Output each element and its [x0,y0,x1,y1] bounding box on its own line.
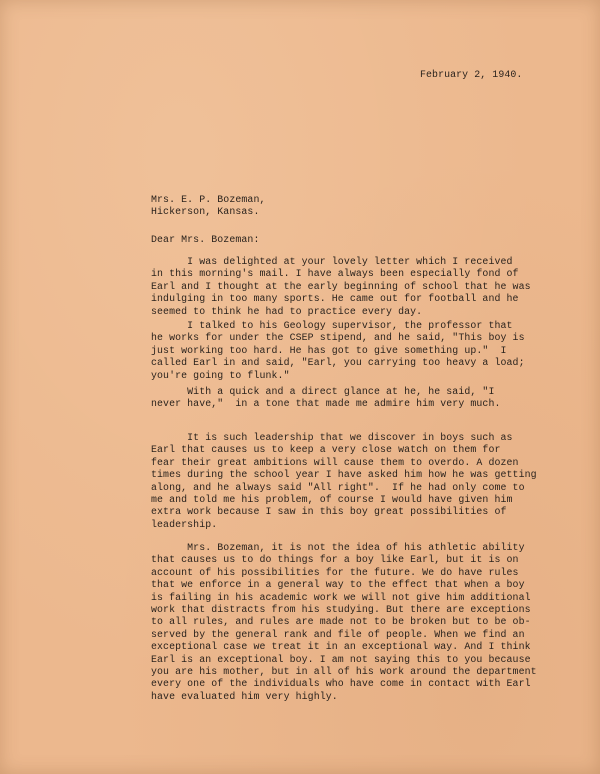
paragraph-line: have evaluated him very highly. [151,690,338,702]
paragraph-line: never have," in a tone that made me admire him very much. [151,398,501,410]
paragraph-line: to all rules, and rules are made not to be broken but to be ob- [151,616,531,628]
paragraph-line: work that distracts from his studying. But there are exceptions [151,603,531,615]
paragraph-line: It is such leadership that we discover in boys such as [151,432,513,443]
paragraph-line: With a quick and a direct glance at he, he said, "I [151,386,495,397]
paragraph-5 [151,542,537,703]
paragraph-line: called Earl in and said, "Earl, you carrying too heavy a load; [151,357,525,369]
paragraph-line: me and told me his problem, of course I would have given him [151,493,513,505]
paragraph-line: seemed to think he had to practice every day. [151,305,423,317]
paragraph-line: is failing in his academic work we will not give him additional [151,591,531,603]
paragraph-line: exceptional case we treat it in an exceptional way. And I think [151,641,531,653]
recipient-location: Hickerson, Kansas. [151,206,260,217]
paragraph-line: Earl that causes us to keep a very close watch on them for [151,444,501,456]
paragraph-line: every one of the individuals who have come in contact with Earl [151,678,531,690]
paragraph-3 [151,386,531,411]
paragraph-line: Earl and I thought at the early beginning of school that he was [151,280,531,292]
recipient-name: Mrs. E. P. Bozeman, [151,194,266,205]
paragraph-line: you're going to flunk." [151,369,290,381]
paragraph-line: extra work because I saw in this boy great possibilities of [151,506,507,518]
paragraph-2 [151,320,531,382]
paragraph-1 [151,256,531,318]
paragraph-line: along, and he always said "All right". If he had only come to [151,481,525,493]
paragraph-line: that we enforce in a general way to the effect that when a boy [151,579,525,591]
paragraph-line: I was delighted at your lovely letter which I received [151,256,513,267]
paragraph-line: times during the school year I have asked him how he was getting [151,469,537,481]
paragraph-line: he works for under the CSEP stipend, and he said, "This boy is [151,332,525,344]
paragraph-line: in this morning's mail. I have always been especially fond of [151,268,519,280]
paragraph-line: served by the general rank and file of people. When we find an [151,628,525,640]
paragraph-4 [151,432,537,531]
paragraph-line: fear their great ambitions will cause them to overdo. A dozen [151,456,519,468]
paragraph-line: that causes us to do things for a boy like Earl, but it is on [151,554,519,566]
paragraph-line: Earl is an exceptional boy. I am not saying this to you because [151,653,531,665]
paragraph-line: Mrs. Bozeman, it is not the idea of his athletic ability [151,542,525,553]
salutation: Dear Mrs. Bozeman: [151,234,260,245]
paragraph-line: you are his mother, but in all of his work around the department [151,665,537,677]
paragraph-line: account of his possibilities for the future. We do have rules [151,566,519,578]
paragraph-line: leadership. [151,518,218,530]
letter-date: February 2, 1940. [420,69,523,80]
paragraph-line: just working too hard. He has got to give something up." I [151,344,507,356]
paragraph-line: indulging in too many sports. He came out for football and he [151,293,519,305]
paragraph-line: I talked to his Geology supervisor, the professor that [151,320,513,331]
